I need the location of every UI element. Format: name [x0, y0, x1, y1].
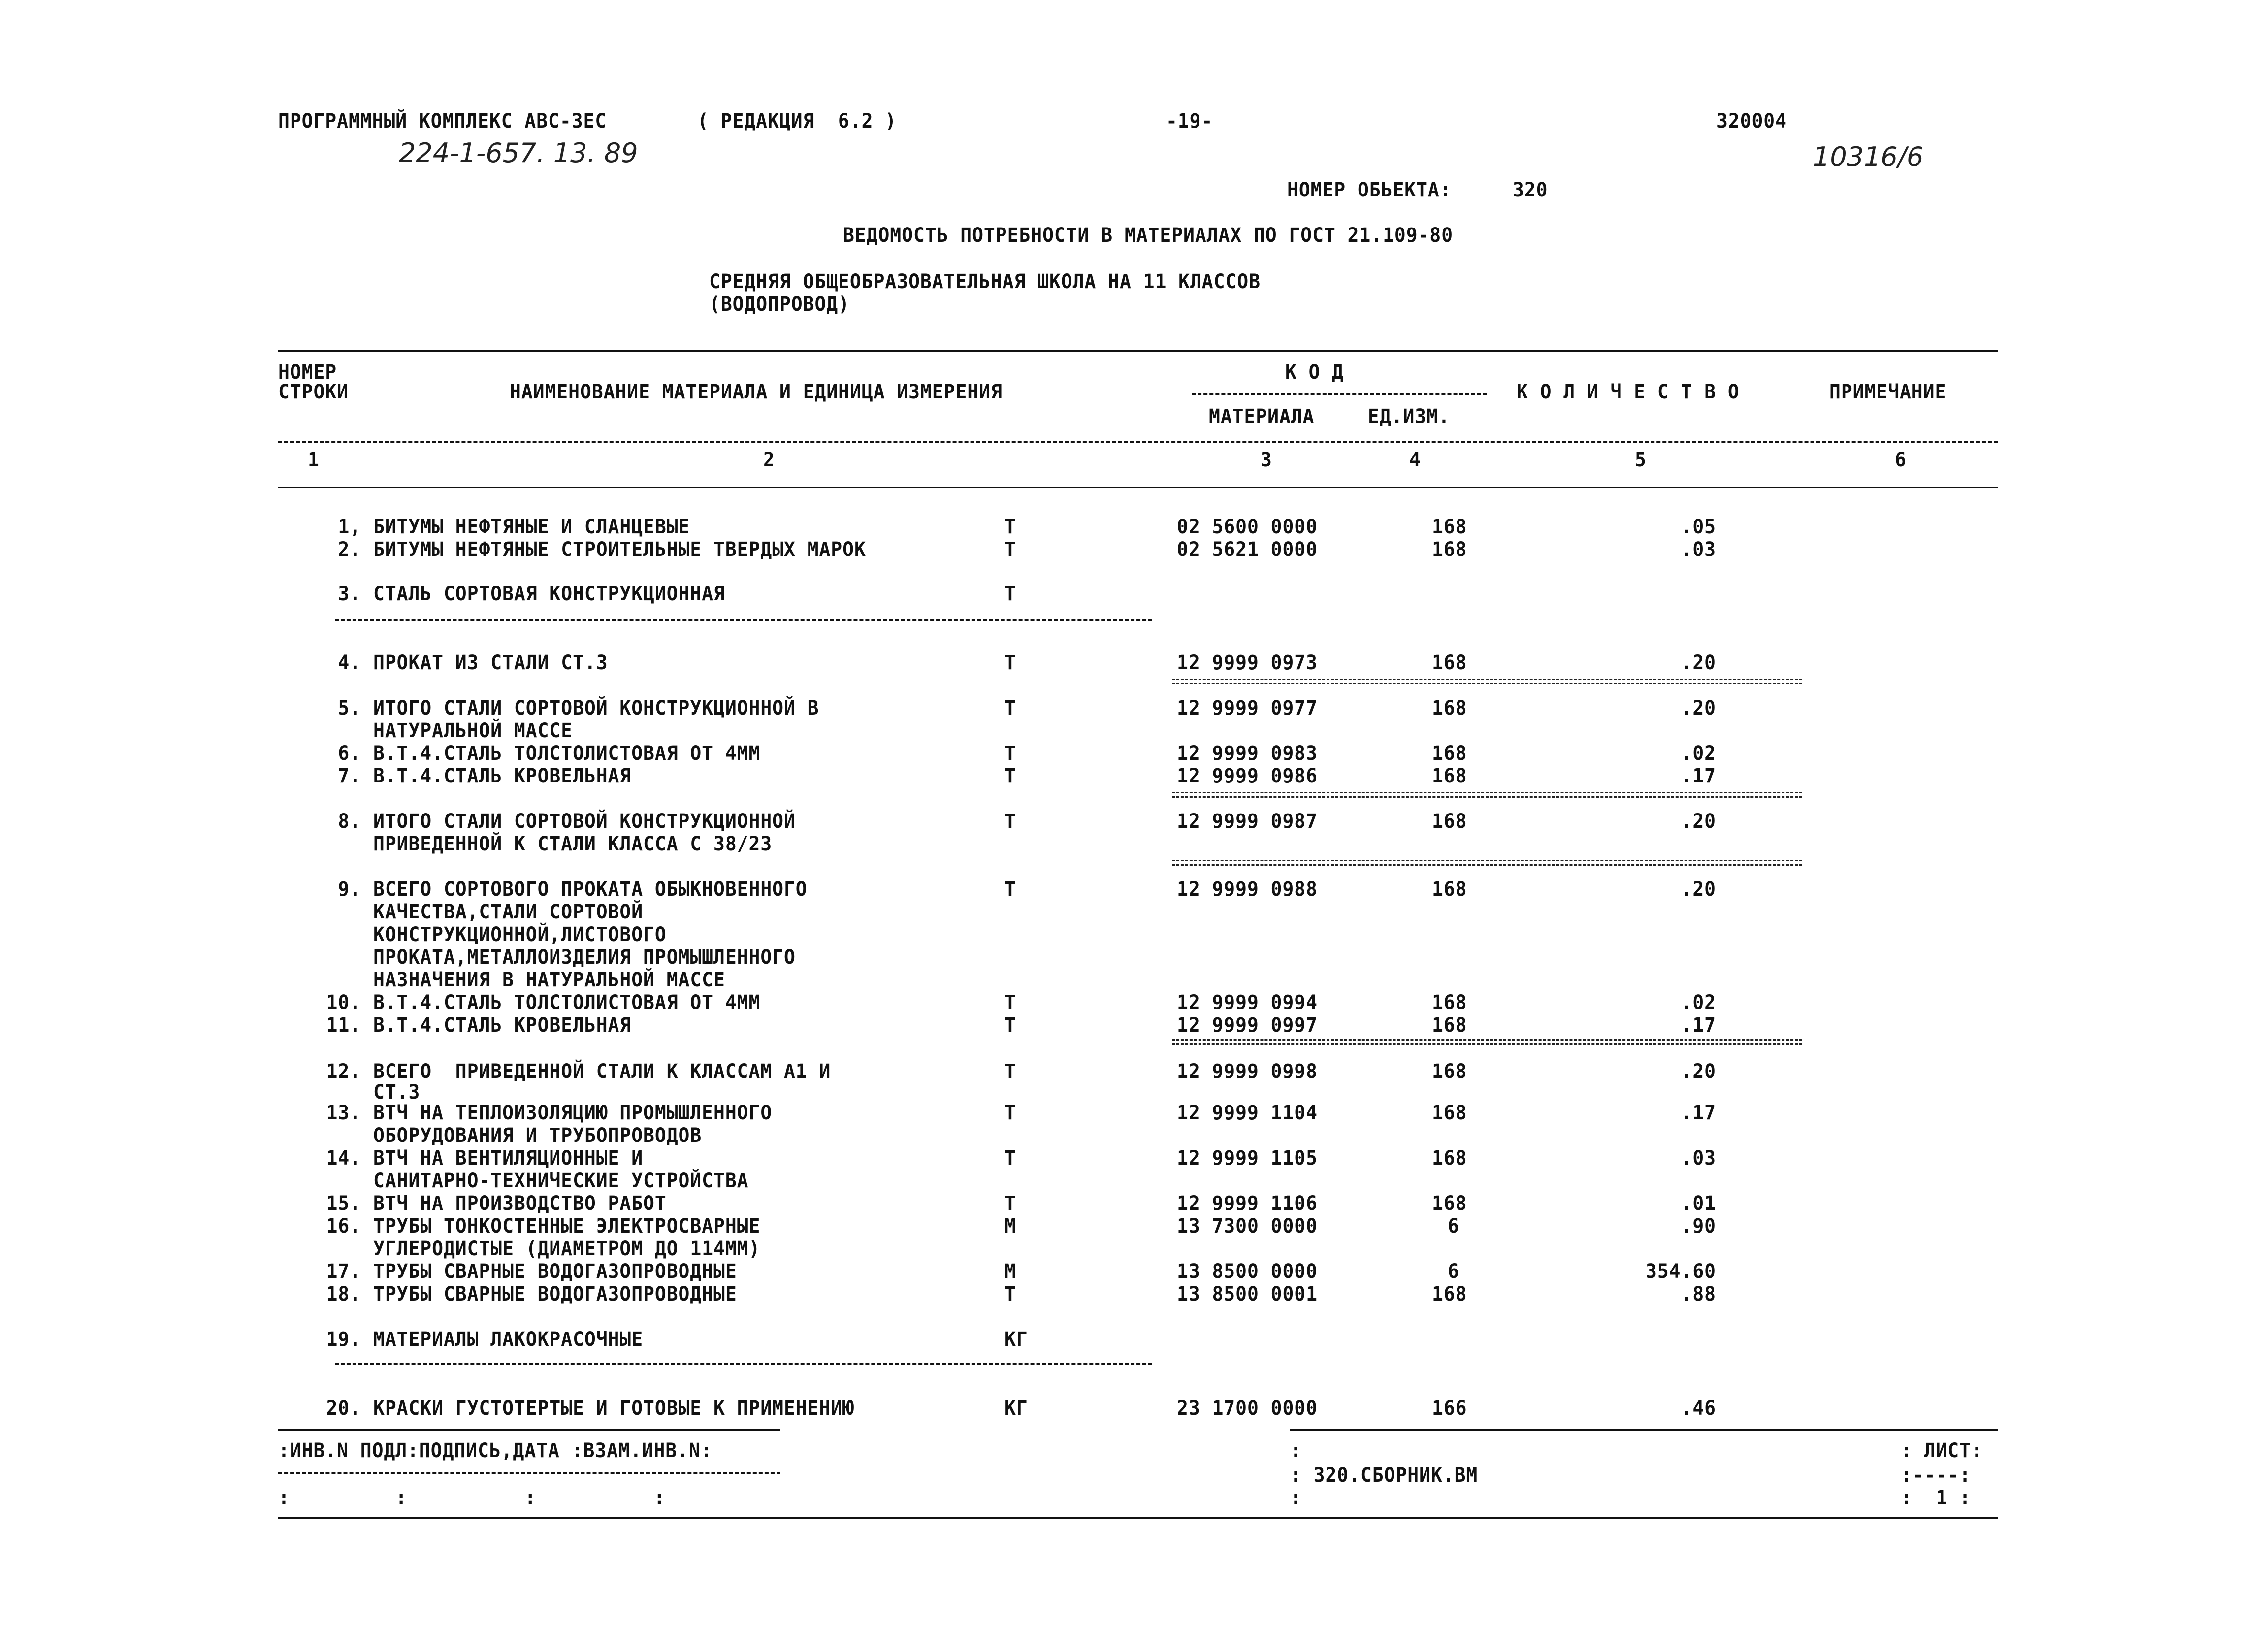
row-1-unit-code: 168: [1432, 516, 1467, 538]
col-material-header: МАТЕРИАЛА: [1209, 405, 1315, 428]
row-8-unit-code: 168: [1432, 810, 1467, 833]
col-unit-header: ЕД.ИЗМ.: [1368, 405, 1450, 428]
row-9-name: ВСЕГО СОРТОВОГО ПРОКАТА ОБЫКНОВЕННОГО: [373, 878, 808, 901]
row-1-quantity: .05: [1681, 516, 1716, 538]
group-rule: [335, 1363, 1152, 1365]
col-code-header: К О Д: [1285, 361, 1344, 384]
stamp-cells: : : : :: [278, 1487, 666, 1509]
row-6-unit: Т: [1004, 742, 1016, 765]
row-18-code: 13 8500 0001: [1177, 1283, 1318, 1305]
title-block-mark-top: :: [1290, 1439, 1302, 1462]
row-10-unit-code: 168: [1432, 991, 1467, 1014]
row-19-number: 19.: [326, 1328, 361, 1351]
row-2-unit-code: 168: [1432, 538, 1467, 561]
header-rule: [278, 441, 1998, 443]
row-1-number: 1,: [338, 516, 361, 538]
col-name-header: НАИМЕНОВАНИЕ МАТЕРИАЛА И ЕДИНИЦА ИЗМЕРЕНИЯ: [510, 381, 1003, 403]
row-5-code: 12 9999 0977: [1177, 697, 1318, 719]
row-20-unit: КГ: [1004, 1397, 1028, 1420]
sheet-number: : 1 :: [1901, 1487, 1971, 1509]
row-15-number: 15.: [326, 1192, 361, 1215]
row-6-quantity: .02: [1681, 742, 1716, 765]
total-rule: [1172, 679, 1802, 684]
handwritten-project-code: 224-1-657. 13. 89: [399, 137, 638, 168]
title-block-name: : 320.СБОРНИК.ВМ: [1290, 1464, 1478, 1487]
row-5-unit-code: 168: [1432, 697, 1467, 719]
row-2-code: 02 5621 0000: [1177, 538, 1318, 561]
col-index-5: 5: [1635, 449, 1647, 471]
row-4-unit-code: 168: [1432, 651, 1467, 674]
row-3-number: 3.: [338, 583, 361, 605]
row-9-code: 12 9999 0988: [1177, 878, 1318, 901]
total-rule: [1172, 1039, 1802, 1045]
row-5-name: ИТОГО СТАЛИ СОРТОВОЙ КОНСТРУКЦИОННОЙ В: [373, 697, 819, 719]
object-label: НОМЕР ОБЬЕКТА:: [1287, 179, 1452, 201]
row-12-code: 12 9999 0998: [1177, 1060, 1318, 1083]
group-rule: [335, 619, 1152, 621]
row-13-number: 13.: [326, 1102, 361, 1124]
row-16-unit-code: 6: [1448, 1215, 1459, 1237]
row-7-code: 12 9999 0986: [1177, 765, 1318, 787]
total-rule: [1172, 860, 1802, 866]
row-14-unit-code: 168: [1432, 1147, 1467, 1170]
row-18-quantity: .88: [1681, 1283, 1716, 1305]
row-1-unit: Т: [1004, 516, 1016, 538]
row-19-name: МАТЕРИАЛЫ ЛАКОКРАСОЧНЫЕ: [373, 1328, 644, 1351]
row-19-unit: КГ: [1004, 1328, 1028, 1351]
col-index-2: 2: [763, 449, 775, 471]
row-11-unit: Т: [1004, 1014, 1016, 1037]
row-3-unit: Т: [1004, 583, 1016, 605]
row-6-code: 12 9999 0983: [1177, 742, 1318, 765]
row-8-name: ИТОГО СТАЛИ СОРТОВОЙ КОНСТРУКЦИОННОЙ: [373, 810, 796, 833]
row-10-number: 10.: [326, 991, 361, 1014]
row-2-name: БИТУМЫ НЕФТЯНЫЕ СТРОИТЕЛЬНЫЕ ТВЕРДЫХ МАРОК: [373, 538, 866, 561]
stamp-mid-rule: [278, 1472, 780, 1474]
row-1-code: 02 5600 0000: [1177, 516, 1318, 538]
row-8-name-cont: ПРИВЕДЕННОЙ К СТАЛИ КЛАССА С 38/23: [373, 833, 773, 855]
stamp-header: :ИНВ.N ПОДЛ:ПОДПИСЬ,ДАТА :ВЗАМ.ИНВ.N:: [278, 1439, 713, 1462]
row-11-number: 11.: [326, 1014, 361, 1037]
row-6-unit-code: 168: [1432, 742, 1467, 765]
row-17-number: 17.: [326, 1260, 361, 1283]
row-20-quantity: .46: [1681, 1397, 1716, 1420]
row-11-code: 12 9999 0997: [1177, 1014, 1318, 1037]
row-8-unit: Т: [1004, 810, 1016, 833]
row-4-code: 12 9999 0973: [1177, 651, 1318, 674]
row-9-name-cont-2: КОНСТРУКЦИОННОЙ,ЛИСТОВОГО: [373, 923, 667, 946]
row-6-number: 6.: [338, 742, 361, 765]
subtitle-school: СРЕДНЯЯ ОБЩЕОБРАЗОВАТЕЛЬНАЯ ШКОЛА НА 11 КЛАССОВ: [709, 270, 1261, 293]
row-13-name-cont: ОБОРУДОВАНИЯ И ТРУБОПРОВОДОВ: [373, 1124, 702, 1147]
row-11-quantity: .17: [1681, 1014, 1716, 1037]
row-4-number: 4.: [338, 651, 361, 674]
row-16-name: ТРУБЫ ТОНКОСТЕННЫЕ ЭЛЕКТРОСВАРНЫЕ: [373, 1215, 761, 1237]
code-subrule: [1192, 393, 1487, 395]
row-10-unit: Т: [1004, 991, 1016, 1014]
row-13-name: ВТЧ НА ТЕПЛОИЗОЛЯЦИЮ ПРОМЫШЛЕННОГО: [373, 1102, 773, 1124]
row-18-number: 18.: [326, 1283, 361, 1305]
row-12-unit: Т: [1004, 1060, 1016, 1083]
row-10-quantity: .02: [1681, 991, 1716, 1014]
row-2-quantity: .03: [1681, 538, 1716, 561]
row-12-name: ВСЕГО ПРИВЕДЕННОЙ СТАЛИ К КЛАССАМ А1 И: [373, 1060, 831, 1083]
row-5-quantity: .20: [1681, 697, 1716, 719]
row-11-unit-code: 168: [1432, 1014, 1467, 1037]
row-15-unit: Т: [1004, 1192, 1016, 1215]
col-number-label-1: НОМЕР: [278, 361, 337, 384]
col-index-3: 3: [1261, 449, 1272, 471]
row-17-unit: М: [1004, 1260, 1016, 1283]
col-quantity-header: К О Л И Ч Е С Т В О: [1517, 381, 1740, 403]
row-8-code: 12 9999 0987: [1177, 810, 1318, 833]
col-index-6: 6: [1895, 449, 1907, 471]
row-2-unit: Т: [1004, 538, 1016, 561]
row-17-quantity: 354.60: [1646, 1260, 1716, 1283]
row-5-name-cont: НАТУРАЛЬНОЙ МАССЕ: [373, 719, 573, 742]
col-index-4: 4: [1409, 449, 1421, 471]
row-16-name-cont: УГЛЕРОДИСТЫЕ (ДИАМЕТРОМ ДО 114ММ): [373, 1237, 761, 1260]
row-13-unit: Т: [1004, 1102, 1016, 1124]
row-10-name: В.Т.4.СТАЛЬ ТОЛСТОЛИСТОВАЯ ОТ 4ММ: [373, 991, 761, 1014]
row-1-name: БИТУМЫ НЕФТЯНЫЕ И СЛАНЦЕВЫЕ: [373, 516, 690, 538]
title-block-top-rule: [1290, 1429, 1998, 1431]
page-title: ВЕДОМОСТЬ ПОТРЕБНОСТИ В МАТЕРИАЛАХ ПО ГОСТ 21.109-80: [843, 224, 1454, 247]
row-12-name-cont: СТ.3: [373, 1081, 421, 1104]
row-14-unit: Т: [1004, 1147, 1016, 1170]
row-18-unit: Т: [1004, 1283, 1016, 1305]
row-9-name-cont-3: ПРОКАТА,МЕТАЛЛОИЗДЕЛИЯ ПРОМЫШЛЕННОГО: [373, 946, 796, 969]
col-number-label-2: СТРОКИ: [278, 381, 349, 403]
row-4-quantity: .20: [1681, 651, 1716, 674]
row-16-quantity: .90: [1681, 1215, 1716, 1237]
row-9-name-cont-4: НАЗНАЧЕНИЯ В НАТУРАЛЬНОЙ МАССЕ: [373, 969, 725, 991]
row-7-unit-code: 168: [1432, 765, 1467, 787]
row-17-unit-code: 6: [1448, 1260, 1459, 1283]
row-10-code: 12 9999 0994: [1177, 991, 1318, 1014]
row-14-name-cont: САНИТАРНО-ТЕХНИЧЕСКИЕ УСТРОЙСТВА: [373, 1170, 749, 1192]
header-bottom-rule: [278, 487, 1998, 488]
row-11-name: В.Т.4.СТАЛЬ КРОВЕЛЬНАЯ: [373, 1014, 632, 1037]
sheet-rule: :----:: [1901, 1464, 1971, 1487]
row-16-number: 16.: [326, 1215, 361, 1237]
row-7-name: В.Т.4.СТАЛЬ КРОВЕЛЬНАЯ: [373, 765, 632, 787]
row-13-quantity: .17: [1681, 1102, 1716, 1124]
row-3-name: СТАЛЬ СОРТОВАЯ КОНСТРУКЦИОННАЯ: [373, 583, 725, 605]
document-code: 320004: [1717, 110, 1787, 132]
row-14-number: 14.: [326, 1147, 361, 1170]
row-7-quantity: .17: [1681, 765, 1716, 787]
row-20-number: 20.: [326, 1397, 361, 1420]
row-7-unit: Т: [1004, 765, 1016, 787]
stamp-top-rule: [278, 1429, 780, 1431]
row-18-unit-code: 168: [1432, 1283, 1467, 1305]
row-18-name: ТРУБЫ СВАРНЫЕ ВОДОГАЗОПРОВОДНЫЕ: [373, 1283, 737, 1305]
row-14-name: ВТЧ НА ВЕНТИЛЯЦИОННЫЕ И: [373, 1147, 644, 1170]
row-16-code: 13 7300 0000: [1177, 1215, 1318, 1237]
row-12-number: 12.: [326, 1060, 361, 1083]
row-15-unit-code: 168: [1432, 1192, 1467, 1215]
row-13-unit-code: 168: [1432, 1102, 1467, 1124]
row-9-number: 9.: [338, 878, 361, 901]
row-15-code: 12 9999 1106: [1177, 1192, 1318, 1215]
program-name: ПРОГРАММНЫЙ КОМПЛЕКС АВС-ЗЕС: [278, 110, 607, 132]
row-15-quantity: .01: [1681, 1192, 1716, 1215]
col-note-header: ПРИМЕЧАНИЕ: [1829, 381, 1947, 403]
row-20-name: КРАСКИ ГУСТОТЕРТЫЕ И ГОТОВЫЕ К ПРИМЕНЕНИЮ: [373, 1397, 854, 1420]
title-block-mark-bottom: :: [1290, 1487, 1302, 1509]
row-14-quantity: .03: [1681, 1147, 1716, 1170]
object-number: 320: [1513, 179, 1548, 201]
row-2-number: 2.: [338, 538, 361, 561]
row-9-unit: Т: [1004, 878, 1016, 901]
row-9-unit-code: 168: [1432, 878, 1467, 901]
row-8-quantity: .20: [1681, 810, 1716, 833]
subtitle-section: (ВОДОПРОВОД): [709, 293, 850, 316]
row-9-quantity: .20: [1681, 878, 1716, 901]
page-number: -19-: [1166, 110, 1213, 132]
table-top-rule: [278, 350, 1998, 352]
row-12-quantity: .20: [1681, 1060, 1716, 1083]
row-20-code: 23 1700 0000: [1177, 1397, 1318, 1420]
row-8-number: 8.: [338, 810, 361, 833]
row-12-unit-code: 168: [1432, 1060, 1467, 1083]
total-rule: [1172, 792, 1802, 798]
row-17-code: 13 8500 0000: [1177, 1260, 1318, 1283]
table-bottom-rule: [278, 1517, 1998, 1519]
handwritten-sheet-code: 10316/6: [1813, 141, 1924, 172]
row-4-name: ПРОКАТ ИЗ СТАЛИ СТ.3: [373, 651, 608, 674]
row-6-name: В.Т.4.СТАЛЬ ТОЛСТОЛИСТОВАЯ ОТ 4ММ: [373, 742, 761, 765]
edition: ( РЕДАКЦИЯ 6.2 ): [697, 110, 897, 132]
row-9-name-cont-1: КАЧЕСТВА,СТАЛИ СОРТОВОЙ: [373, 901, 644, 923]
row-4-unit: Т: [1004, 651, 1016, 674]
row-17-name: ТРУБЫ СВАРНЫЕ ВОДОГАЗОПРОВОДНЫЕ: [373, 1260, 737, 1283]
row-5-unit: Т: [1004, 697, 1016, 719]
row-20-unit-code: 166: [1432, 1397, 1467, 1420]
row-14-code: 12 9999 1105: [1177, 1147, 1318, 1170]
sheet-label: : ЛИСТ:: [1901, 1439, 1983, 1462]
row-13-code: 12 9999 1104: [1177, 1102, 1318, 1124]
row-7-number: 7.: [338, 765, 361, 787]
row-5-number: 5.: [338, 697, 361, 719]
col-index-1: 1: [308, 449, 320, 471]
row-15-name: ВТЧ НА ПРОИЗВОДСТВО РАБОТ: [373, 1192, 667, 1215]
row-16-unit: М: [1004, 1215, 1016, 1237]
